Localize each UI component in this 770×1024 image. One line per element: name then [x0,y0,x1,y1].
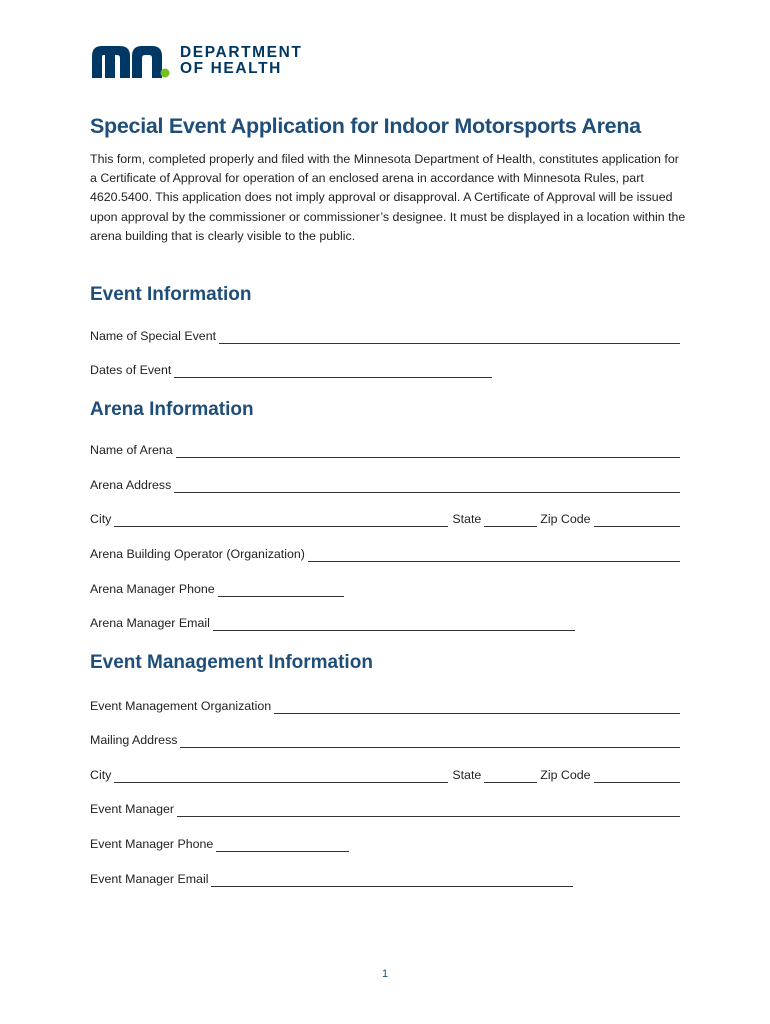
arena-information-heading: Arena Information [90,399,254,420]
mgmt-org-row [90,696,680,714]
mgmt-address-row [90,730,680,748]
arena-city-field[interactable] [114,512,448,527]
arena-name-label: Name of Arena [90,443,173,457]
mgmt-state-field[interactable] [484,768,537,783]
arena-operator-field[interactable] [308,547,680,562]
mgmt-phone-row [90,834,680,852]
arena-email-row [90,613,680,631]
arena-name-field[interactable] [176,443,680,458]
mgmt-city-state-zip-row [90,765,680,783]
mgmt-manager-field[interactable] [177,802,680,817]
mgmt-address-label: Mailing Address [90,733,178,747]
mgmt-email-row [90,869,680,887]
arena-email-field[interactable] [213,616,575,631]
arena-phone-row [90,579,680,597]
logo-text-line1: DEPARTMENT [180,44,303,61]
arena-city-state-zip-row [90,509,680,527]
event-name-row [90,326,680,344]
mgmt-manager-row [90,799,680,817]
page-number: 1 [381,968,389,980]
mgmt-email-field[interactable] [211,872,573,887]
form-intro: This form, completed properly and filed with the Minnesota Department of Health, constitutes application for a Certificate of Approval for operation of an enclosed arena in accordance with Minnesota Rules, part 4620.5400. This application does not imply approval or disapproval. A Certificate of Approval will be issued upon approval by the commissioner or commissioner’s designee. It must be displayed in a location within the arena building that is clearly visible to the public. [90,152,686,243]
logo-text-line2: OF HEALTH [180,60,282,77]
arena-state-label: State [452,512,482,526]
mgmt-zip-label: Zip Code [540,768,591,782]
mn-logo-icon [90,44,170,78]
arena-address-row [90,475,680,493]
event-management-heading: Event Management Information [90,652,373,673]
mgmt-org-field[interactable] [274,699,680,714]
arena-zip-label: Zip Code [540,512,591,526]
arena-operator-label: Arena Building Operator (Organization) [90,547,305,561]
event-information-heading: Event Information [90,284,252,305]
event-dates-field[interactable] [174,363,492,378]
mgmt-address-field[interactable] [180,733,680,748]
arena-address-field[interactable] [174,478,680,493]
mn-department-of-health-logo [90,44,303,78]
arena-operator-row [90,544,680,562]
mgmt-org-label: Event Management Organization [90,699,272,713]
mgmt-state-label: State [452,768,482,782]
event-dates-row [90,360,680,378]
arena-address-label: Arena Address [90,478,172,492]
mgmt-manager-label: Event Manager [90,802,175,816]
event-name-label: Name of Special Event [90,329,217,343]
arena-phone-field[interactable] [218,582,344,597]
arena-city-label: City [90,512,112,526]
arena-phone-label: Arena Manager Phone [90,582,215,596]
mgmt-city-label: City [90,768,112,782]
form-title: Special Event Application for Indoor Motorsports Arena [90,114,641,138]
mgmt-phone-field[interactable] [216,837,349,852]
arena-zip-field[interactable] [594,512,680,527]
event-name-field[interactable] [219,329,680,344]
mgmt-phone-label: Event Manager Phone [90,837,214,851]
arena-state-field[interactable] [484,512,537,527]
event-dates-label: Dates of Event [90,363,172,377]
mgmt-zip-field[interactable] [594,768,680,783]
arena-name-row [90,440,680,458]
arena-email-label: Arena Manager Email [90,616,210,630]
mgmt-city-field[interactable] [114,768,448,783]
mgmt-email-label: Event Manager Email [90,872,209,886]
